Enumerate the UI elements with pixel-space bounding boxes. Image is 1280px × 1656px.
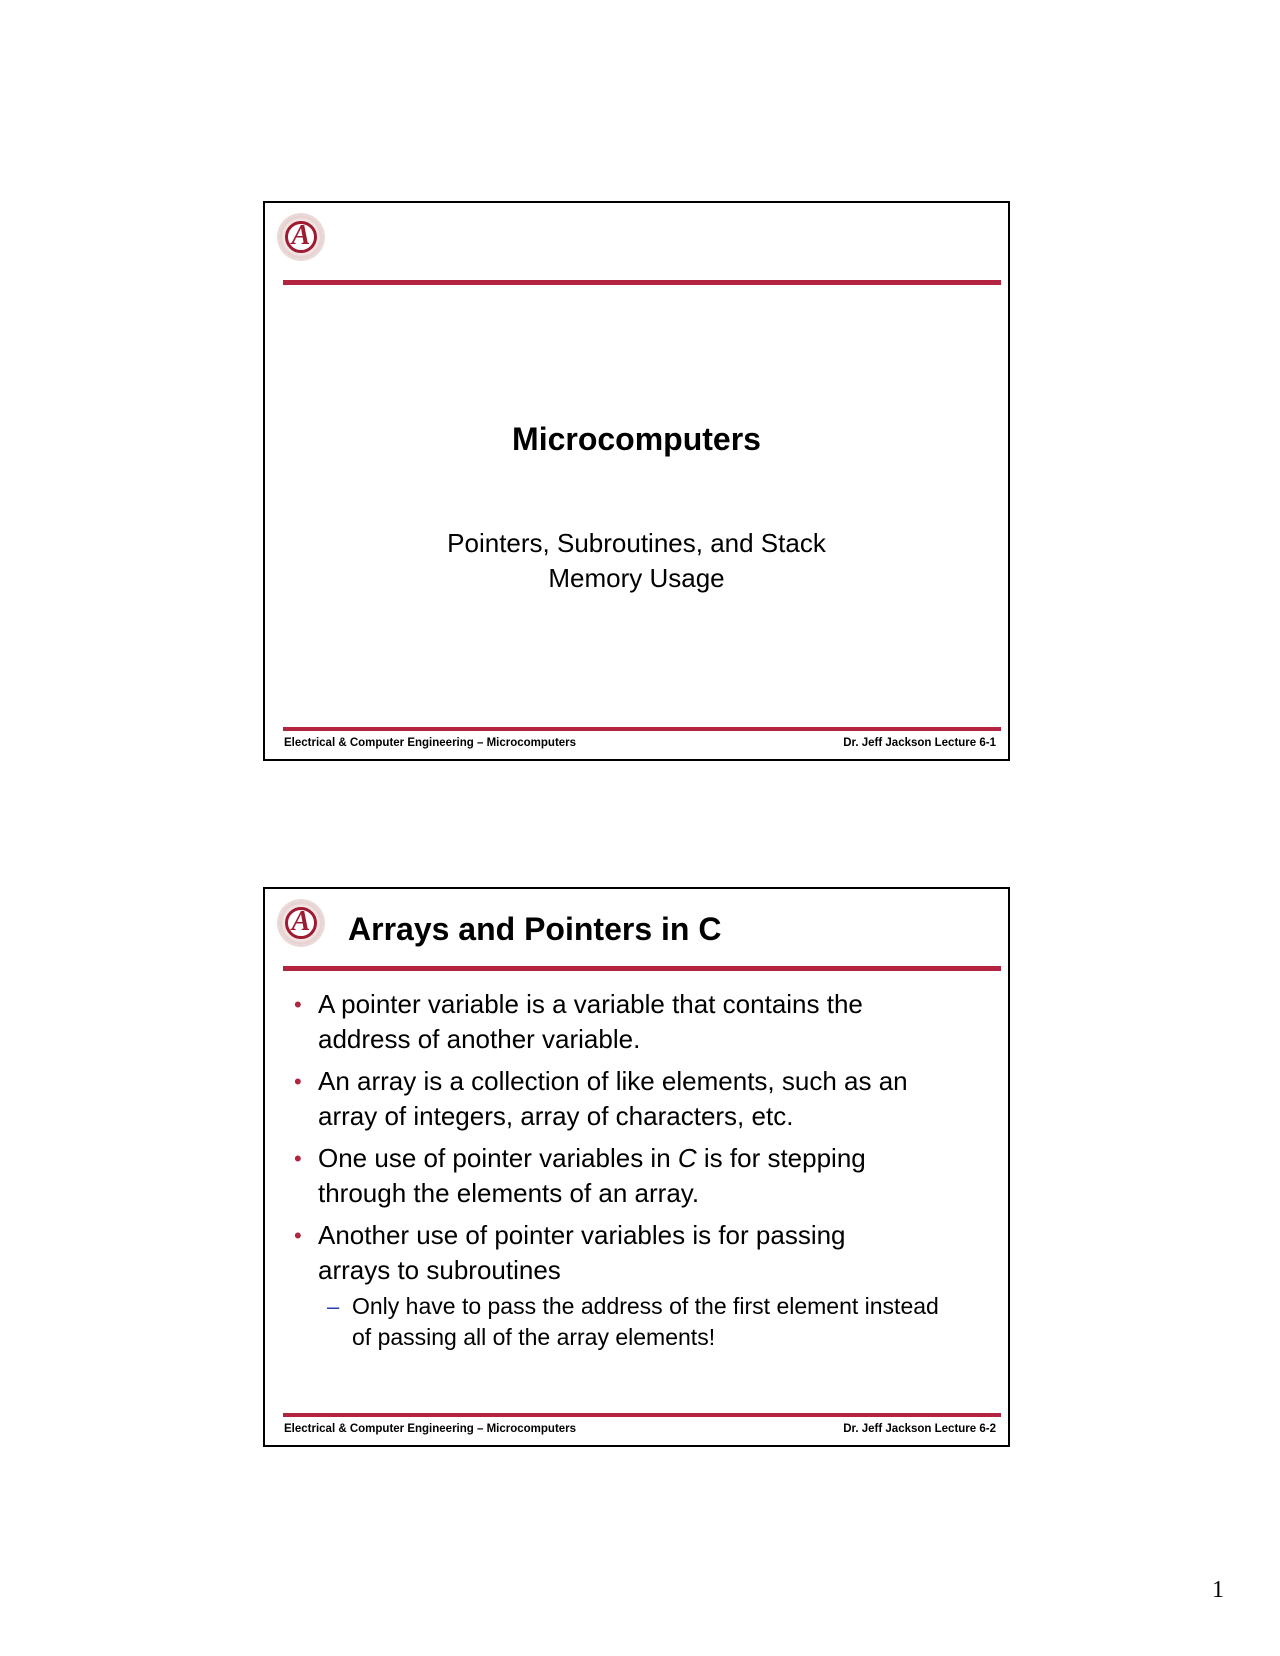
bullet-item: • An array is a collection of like elements, such as an array of integers, array of characters, etc. xyxy=(294,1066,908,1131)
footer-course: Electrical & Computer Engineering – Microcomputers xyxy=(284,737,577,749)
dash-icon: – xyxy=(327,1294,340,1319)
title-rule xyxy=(283,280,1001,285)
subtitle-line: Memory Usage xyxy=(548,563,725,593)
footer-rule xyxy=(283,727,1001,731)
footer-lecture: Dr. Jeff Jackson Lecture 6-1 xyxy=(843,737,996,749)
footer-rule xyxy=(283,1413,1001,1417)
footer-course: Electrical & Computer Engineering – Microcomputers xyxy=(284,1423,577,1435)
bullet-icon: • xyxy=(294,1069,302,1094)
sub-bullet-item: – Only have to pass the address of the first element instead of passing all of the array elements! xyxy=(327,1293,939,1350)
bullet-item: • A pointer variable is a variable that contains the address of another variable. xyxy=(294,989,863,1054)
title-rule xyxy=(283,966,1001,971)
slide-1 xyxy=(263,201,1010,761)
university-logo-icon: A xyxy=(279,901,323,945)
slide-2 xyxy=(263,887,1010,1447)
slide-subtitle xyxy=(265,526,1008,596)
bullet-item: • Another use of pointer variables is for passing arrays to subroutines xyxy=(294,1220,846,1285)
subtitle-line: Pointers, Subroutines, and Stack xyxy=(447,528,826,558)
footer-lecture: Dr. Jeff Jackson Lecture 6-2 xyxy=(843,1423,996,1435)
page-number: 1 xyxy=(1212,1577,1224,1603)
bullet-icon: • xyxy=(294,992,302,1017)
bullet-list xyxy=(292,987,992,1353)
university-logo-icon: A xyxy=(279,215,323,259)
bullet-item: • One use of pointer variables in C is for stepping through the elements of an array. xyxy=(294,1143,866,1208)
slide-title: Microcomputers xyxy=(512,421,761,457)
bullet-icon: • xyxy=(294,1223,302,1248)
bullet-icon: • xyxy=(294,1146,302,1171)
slide-title: Arrays and Pointers in C xyxy=(348,911,722,947)
